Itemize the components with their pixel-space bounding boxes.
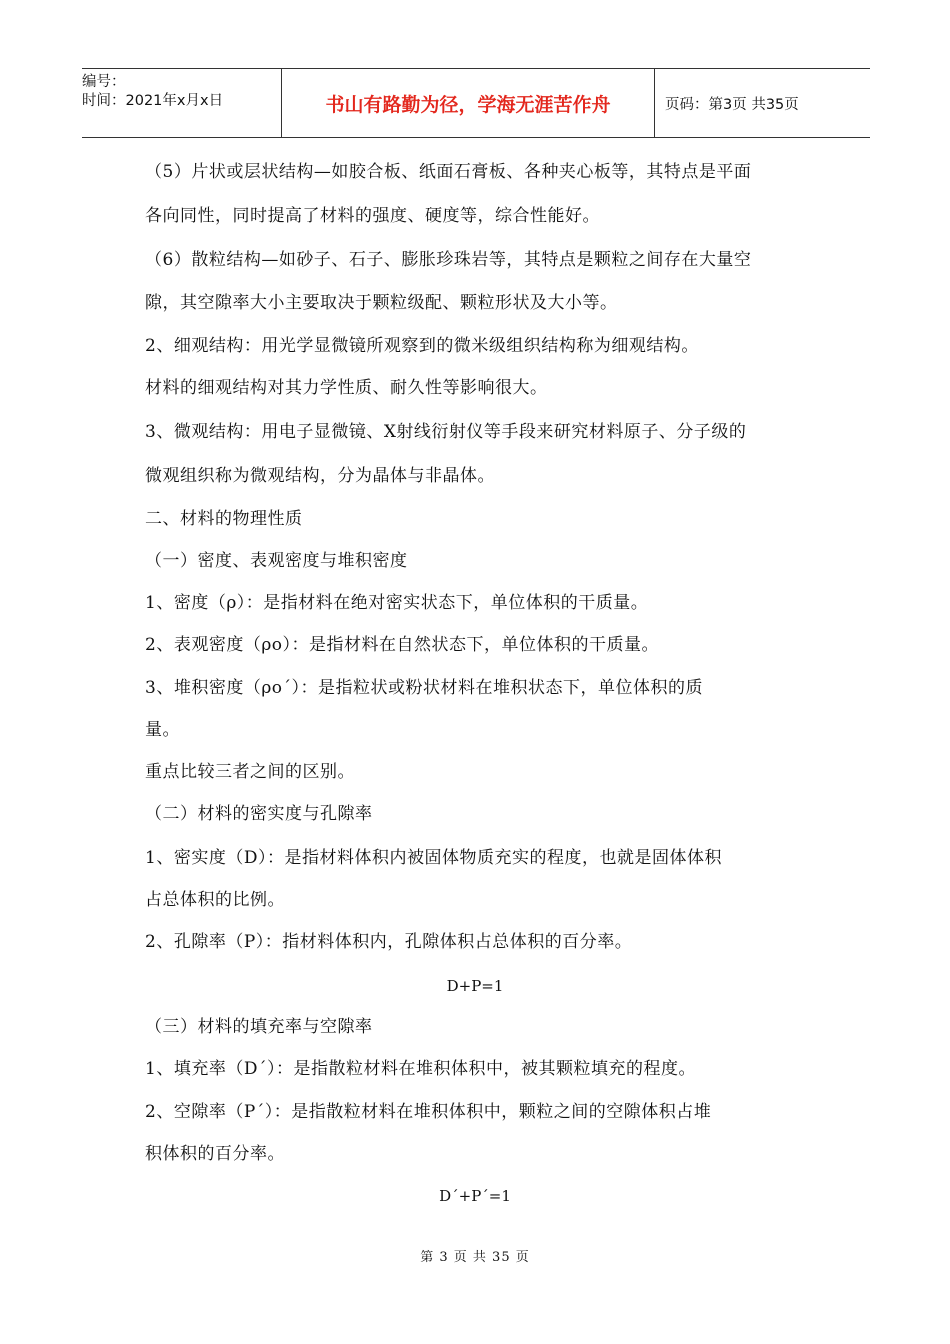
document-header [82, 68, 870, 138]
subsection-heading: （一）密度、表观密度与堆积密度 [145, 551, 408, 571]
body-line: 2、细观结构：用光学显微镜所观察到的微米级组织结构称为细观结构。 [145, 336, 699, 356]
header-meta [82, 69, 282, 137]
subsection-heading: （二）材料的密实度与孔隙率 [145, 804, 373, 824]
body-line: 微观组织称为微观结构，分为晶体与非晶体。 [145, 466, 495, 486]
formula-density-porosity: D+P=1 [446, 977, 504, 995]
body-line: 2、孔隙率（P）：指材料体积内，孔隙体积占总体积的百分率。 [145, 932, 633, 952]
body-line: 3、微观结构：用电子显微镜、X射线衍射仪等手段来研究材料原子、分子级的 [145, 422, 747, 442]
document-number-label: 编号： [82, 74, 126, 90]
section-heading: 二、材料的物理性质 [145, 509, 303, 529]
body-line: 2、空隙率（P´）：是指散粒材料在堆积体积中，颗粒之间的空隙体积占堆 [145, 1102, 712, 1122]
body-line: 各向同性，同时提高了材料的强度、硬度等，综合性能好。 [145, 206, 600, 226]
header-page-info: 页码：第3页 共35页 [665, 96, 799, 113]
body-line: 材料的细观结构对其力学性质、耐久性等影响很大。 [145, 378, 548, 398]
body-line: 1、密实度（D）：是指材料体积内被固体物质充实的程度，也就是固体体积 [145, 848, 722, 868]
body-line: （6）散粒结构—如砂子、石子、膨胀珍珠岩等，其特点是颗粒之间存在大量空 [145, 250, 752, 270]
document-time-label: 时间：2021年x月x日 [82, 93, 224, 109]
body-line: 2、表观密度（ρo）：是指材料在自然状态下，单位体积的干质量。 [145, 635, 660, 655]
body-line: 积体积的百分率。 [145, 1144, 285, 1164]
body-line: 3、堆积密度（ρo´）：是指粒状或粉状材料在堆积状态下，单位体积的质 [145, 678, 704, 698]
formula-fill-void: D´+P´=1 [439, 1187, 511, 1205]
header-motto: 书山有路勤为径，学海无涯苦作舟 [282, 69, 655, 137]
body-line: （5）片状或层状结构—如胶合板、纸面石膏板、各种夹心板等，其特点是平面 [145, 162, 752, 182]
body-line: 重点比较三者之间的区别。 [145, 762, 355, 782]
body-line: 1、填充率（D´）：是指散粒材料在堆积体积中，被其颗粒填充的程度。 [145, 1059, 696, 1079]
body-line: 占总体积的比例。 [145, 890, 285, 910]
subsection-heading: （三）材料的填充率与空隙率 [145, 1017, 373, 1037]
body-line: 量。 [145, 720, 180, 740]
body-line: 隙，其空隙率大小主要取决于颗粒级配、颗粒形状及大小等。 [145, 293, 618, 313]
body-line: 1、密度（ρ）：是指材料在绝对密实状态下，单位体积的干质量。 [145, 593, 649, 613]
page-footer: 第 3 页 共 35 页 [420, 1250, 530, 1265]
